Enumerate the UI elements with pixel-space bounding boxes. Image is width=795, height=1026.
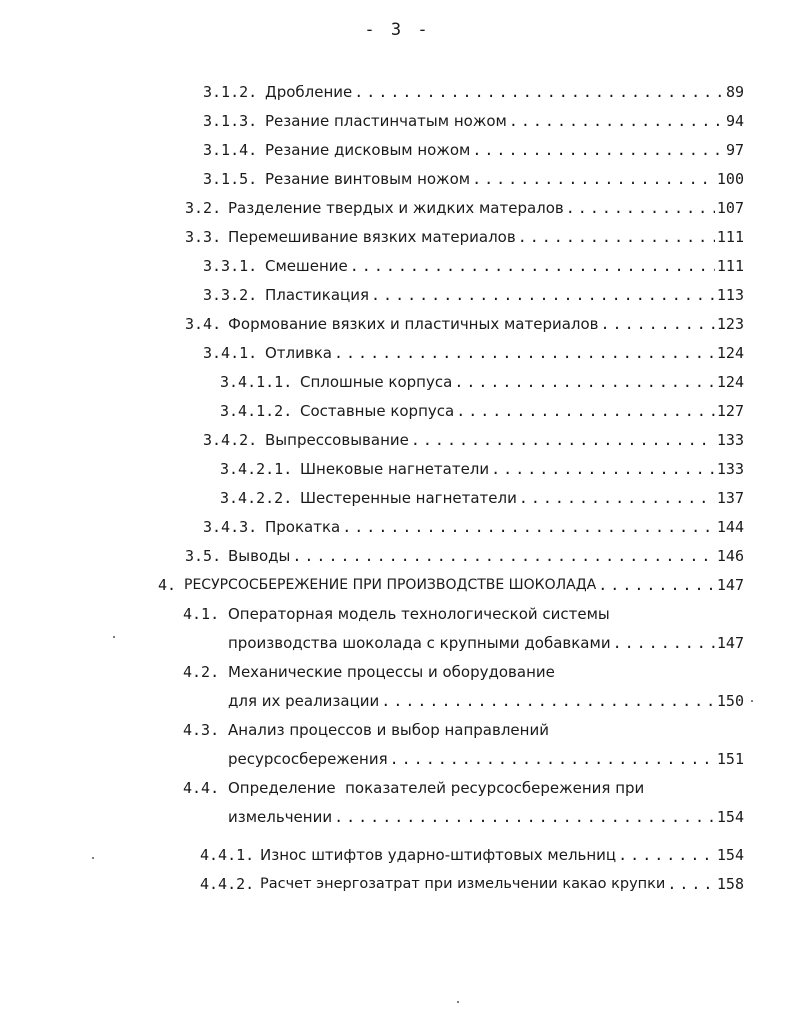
toc-title: Пластикация — [265, 286, 370, 304]
toc-title: РЕСУРСОСБЕРЕЖЕНИЕ ПРИ ПРОИЗВОДСТВЕ ШОКОЛАДА — [184, 577, 597, 593]
toc-page: 133 — [716, 460, 744, 478]
toc-page: 137 — [716, 489, 744, 507]
toc-page: 124 — [716, 344, 744, 362]
toc-title: Определение показателей ресурсосбережения при — [228, 779, 645, 797]
toc-title: Анализ процессов и выбор направлений — [228, 721, 549, 739]
toc-page: 100 — [716, 170, 744, 188]
dot-leader — [618, 845, 715, 865]
toc-page: 89 — [725, 83, 744, 101]
toc-title: Резание дисковым ножом — [265, 141, 471, 159]
toc-page: 150 — [716, 692, 744, 710]
toc-title: Шнековые нагнетатели — [300, 460, 490, 478]
dot-leader — [292, 546, 715, 566]
toc-number: 4.1. — [183, 605, 220, 623]
toc-title: Перемешивание вязких материалов — [228, 228, 516, 246]
toc-title: Шестеренные нагнетатели — [300, 489, 517, 507]
toc-page: 107 — [716, 199, 744, 217]
dot-leader — [601, 314, 715, 334]
toc-number: 4.3. — [183, 721, 220, 739]
toc-title: Отливка — [265, 344, 332, 362]
dot-leader — [613, 633, 715, 653]
toc-title: ресурсосбережения — [228, 750, 388, 768]
toc-entry-3-4-3[interactable] — [203, 508, 744, 537]
toc-title: Формование вязких и пластичных материалов — [228, 315, 599, 333]
toc-entry-4-1-line1[interactable] — [183, 595, 744, 624]
toc-number: 3.1.3. — [203, 112, 258, 130]
toc-page: 154 — [716, 808, 744, 826]
toc-entry-4-3-line2[interactable] — [228, 740, 744, 769]
toc-title: Механические процессы и оборудование — [228, 663, 555, 681]
dot-leader — [598, 575, 715, 595]
toc-page: 124 — [716, 373, 744, 391]
dot-leader — [491, 459, 715, 479]
toc-title: Резание пластинчатым ножом — [265, 112, 507, 130]
toc-entry-4-2-line1[interactable] — [183, 653, 744, 682]
dot-leader — [334, 343, 715, 363]
toc-entry-3-1-2[interactable] — [203, 73, 744, 102]
toc-number: 3.1.4. — [203, 141, 258, 159]
page-number: - 3 - — [364, 20, 431, 40]
toc-title: для их реализации — [228, 692, 380, 710]
dot-leader — [342, 517, 715, 537]
toc-page: 146 — [716, 547, 744, 565]
toc-title: Сплошные корпуса — [300, 373, 453, 391]
toc-number: 3.5. — [185, 547, 222, 565]
toc-number: 3.3.2. — [203, 286, 258, 304]
dot-leader — [519, 488, 715, 508]
toc-page: 144 — [716, 518, 744, 536]
toc-title: Выводы — [228, 547, 291, 565]
toc-page: 111 — [716, 257, 744, 275]
dot-leader — [411, 430, 715, 450]
toc-number: 4.4.1. — [200, 846, 255, 864]
toc-number: 4. — [158, 576, 177, 594]
dot-leader — [371, 285, 715, 305]
toc-entry-4-2-line2[interactable] — [228, 682, 744, 711]
dot-leader — [350, 256, 715, 276]
dot-leader — [667, 874, 715, 894]
toc-entry-3-3[interactable] — [185, 218, 744, 247]
toc-number: 3.4.1.2. — [220, 402, 293, 420]
dot-leader — [390, 749, 715, 769]
toc-title: Дробление — [265, 83, 353, 101]
toc-number: 3.3. — [185, 228, 222, 246]
dot-leader — [381, 691, 715, 711]
toc-page: 94 — [725, 112, 744, 130]
dot-leader — [509, 111, 724, 131]
toc-entry-4-4-1[interactable] — [200, 836, 744, 865]
toc-number: 4.4.2. — [200, 875, 255, 893]
toc-number: 3.4.2. — [203, 431, 258, 449]
toc-entry-4-4-line1[interactable] — [183, 769, 744, 798]
toc-title: Резание винтовым ножом — [265, 170, 471, 188]
toc-title: Разделение твердых и жидких матерaлов — [228, 199, 564, 217]
toc-entry-3-2[interactable] — [185, 189, 744, 218]
toc-entry-3-1-5[interactable] — [203, 160, 744, 189]
toc-entry-3-3-1[interactable] — [203, 247, 744, 276]
toc-entry-3-4-1-1[interactable] — [220, 363, 744, 392]
scan-speck — [751, 700, 753, 702]
toc-number: 3.1.2. — [203, 83, 258, 101]
toc-number: 3.3.1. — [203, 257, 258, 275]
toc-number: 3.4. — [185, 315, 222, 333]
dot-leader — [456, 401, 715, 421]
toc-entry-3-3-2[interactable] — [203, 276, 744, 305]
toc-entry-4[interactable] — [158, 566, 744, 595]
toc-title: Операторная модель технологической системы — [228, 605, 610, 623]
toc-page: 147 — [716, 634, 744, 652]
toc-title: Составные корпуса — [300, 402, 455, 420]
toc-entry-3-4-2[interactable] — [203, 421, 744, 450]
toc-page: 113 — [716, 286, 744, 304]
toc-entry-4-4-2[interactable] — [200, 865, 744, 894]
toc-page: 158 — [716, 875, 744, 893]
toc-title: Выпрессовывание — [265, 431, 409, 449]
toc-page: 154 — [716, 846, 744, 864]
toc-entry-4-3-line1[interactable] — [183, 711, 744, 740]
toc-title: Прокатка — [265, 518, 341, 536]
toc-entry-3-5[interactable] — [185, 537, 744, 566]
toc-entry-3-4-2-2[interactable] — [220, 479, 744, 508]
toc-entry-4-4-line2[interactable] — [228, 798, 744, 827]
toc-number: 3.4.2.2. — [220, 489, 293, 507]
toc-page: 151 — [716, 750, 744, 768]
scan-speck — [457, 1001, 459, 1003]
toc-title: Смешение — [265, 257, 348, 275]
dot-leader — [334, 807, 715, 827]
toc-page: 127 — [716, 402, 744, 420]
toc-entry-3-4-1-2[interactable] — [220, 392, 744, 421]
toc-number: 3.1.5. — [203, 170, 258, 188]
toc-number: 3.4.3. — [203, 518, 258, 536]
toc-number: 3.4.1.1. — [220, 373, 293, 391]
toc-page: 111 — [716, 228, 744, 246]
toc-title: измельчении — [228, 808, 333, 826]
dot-leader — [454, 372, 715, 392]
toc-entry-3-1-3[interactable] — [203, 102, 744, 131]
dot-leader — [354, 82, 724, 102]
toc-entry-4-1-line2[interactable] — [228, 624, 744, 653]
dot-leader — [518, 227, 715, 247]
toc-page: 123 — [716, 315, 744, 333]
toc-number: 3.4.1. — [203, 344, 258, 362]
dot-leader — [472, 169, 715, 189]
toc-entry-3-4[interactable] — [185, 305, 744, 334]
scan-speck — [113, 636, 115, 638]
toc-entry-3-4-2-1[interactable] — [220, 450, 744, 479]
toc-number: 3.2. — [185, 199, 222, 217]
toc-number: 4.2. — [183, 663, 220, 681]
dot-leader — [472, 140, 724, 160]
toc-page: 133 — [716, 431, 744, 449]
toc-page: 97 — [725, 141, 744, 159]
toc-title: Износ штифтов ударно-штифтовых мельниц — [260, 846, 617, 864]
toc-entry-3-4-1[interactable] — [203, 334, 744, 363]
toc-entry-3-1-4[interactable] — [203, 131, 744, 160]
toc-number: 3.4.2.1. — [220, 460, 293, 478]
toc-number: 4.4. — [183, 779, 220, 797]
dot-leader — [566, 198, 715, 218]
toc-page: 147 — [716, 576, 744, 594]
scan-speck — [92, 857, 94, 859]
toc-title: Расчет энергозатрат при измельчении какао крупки — [260, 876, 666, 892]
toc-title: производства шоколада с крупными добавками — [228, 634, 611, 652]
